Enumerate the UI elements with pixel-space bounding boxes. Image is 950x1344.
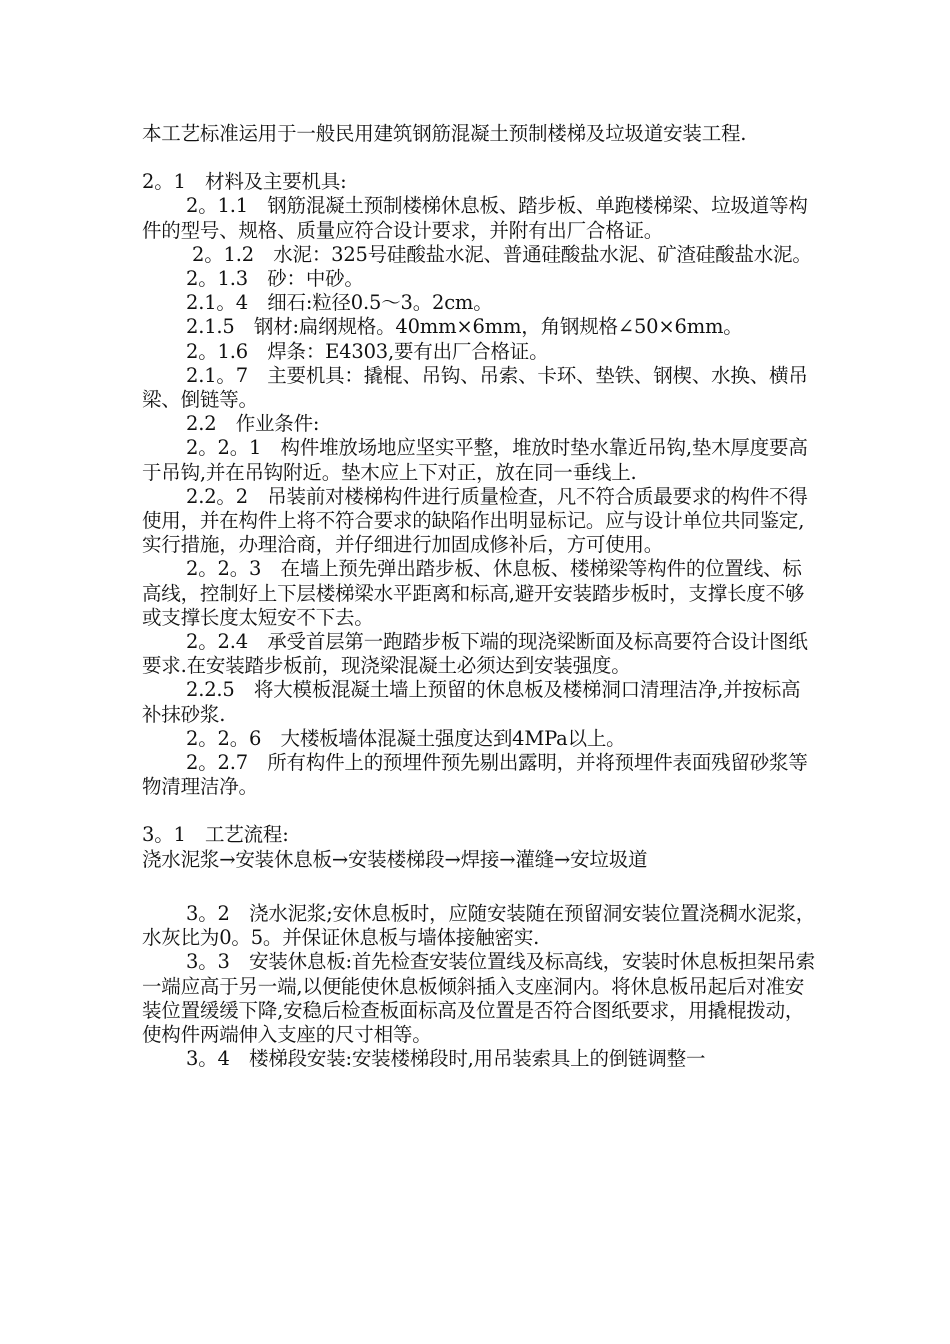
blank-line (142, 146, 818, 170)
paragraph-3-3: 3。3 安装休息板:首先检查安装位置线及标高线，安装时休息板担架吊索一端应高于另一端,以便能使休息板倾斜插入支座洞内。将休息板吊起后对准安装位置缓缓下降,安稳后检查板面标高及位置是否符合图纸要求，用撬棍拨动，使构件两端伸入支座的尺寸相等。 (142, 950, 816, 1046)
paragraph-2-2-7: 2。2.7 所有构件上的预埋件预先剔出露明，并将预埋件表面残留砂浆等物清理洁净。 (142, 751, 808, 799)
paragraph-2-1-4: 2.1。4 细石:粒径0.5～3。2cm。 (186, 291, 493, 315)
document-body (142, 122, 818, 1071)
paragraph-2-2-6: 2。2。6 大楼板墙体混凝土强度达到4MPa以上。 (186, 726, 626, 750)
process-flow: 浇水泥浆→安装休息板→安装楼梯段→焊接→灌缝→安垃圾道 (142, 847, 648, 871)
blank-line (142, 872, 818, 902)
paragraph-2-1-1: 2。1.1 钢筋混凝土预制楼梯休息板、踏步板、单跑楼梯梁、垃圾道等构件的型号、规格、质量应符合设计要求，并附有出厂合格证。 (142, 194, 808, 242)
paragraph-3-4: 3。4 楼梯段安装:安装楼梯段时,用吊装索具上的倒链调整一 (186, 1047, 706, 1071)
blank-line (142, 799, 818, 823)
paragraph-2-1-2: 2。1.2 水泥：325号硅酸盐水泥、普通硅酸盐水泥、矿渣硅酸盐水泥。 (192, 242, 812, 266)
paragraph-3-2: 3。2 浇水泥浆;安休息板时，应随安装随在预留洞安装位置浇稠水泥浆，水灰比为0。5。并保证休息板与墙体接触密实. (142, 901, 816, 950)
paragraph-2-2-4: 2。2.4 承受首层第一跑踏步板下端的现浇梁断面及标高要符合设计图纸要求.在安装踏步板前，现浇梁混凝土必须达到安装强度。 (142, 630, 808, 678)
scope-paragraph: 本工艺标准运用于一般民用建筑钢筋混凝土预制楼梯及垃圾道安装工程. (142, 122, 747, 145)
paragraph-2-1-6: 2。1.6 焊条：E4303,要有出厂合格证。 (186, 339, 549, 363)
paragraph-2-1-3: 2。1.3 砂：中砂。 (186, 267, 364, 291)
paragraph-2-1-7: 2.1。7 主要机具：撬棍、吊钩、吊索、卡环、垫铁、钢楔、水换、横吊梁、倒链等。 (142, 363, 808, 412)
paragraph-2-2-5: 2.2.5 将大模板混凝土墙上预留的休息板及楼梯洞口清理洁净,并按标高补抹砂浆. (142, 678, 801, 726)
paragraph-2-2-2: 2.2。2 吊装前对楼梯构件进行质量检查，凡不符合质最要求的构件不得使用，并在构件上将不符合要求的缺陷作出明显标记。应与设计单位共同鉴定,实行措施，办理洽商，并仔细进行加固成修补后，方可使用。 (142, 484, 808, 557)
paragraph-2-2-1: 2。2。1 构件堆放场地应坚实平整，堆放时垫水靠近吊钩,垫木厚度要高于吊钩,并在吊钩附近。垫木应上下对正，放在同一垂线上. (142, 436, 808, 484)
heading-2-1: 2。1 材料及主要机具: (142, 170, 347, 194)
heading-3-1: 3。1 工艺流程: (142, 823, 289, 847)
paragraph-2-1-5: 2.1.5 钢材:扁纲规格。40mm×6mm，角钢规格∠50×6mm。 (186, 315, 743, 339)
heading-2-2: 2.2 作业条件: (186, 412, 320, 436)
paragraph-2-2-3: 2。2。3 在墙上预先弹出踏步板、休息板、楼梯梁等构件的位置线、标高线，控制好上下层楼梯梁水平距离和标高,避开安装踏步板时，支撑长度不够或支撑长度太短安不下去。 (142, 557, 805, 629)
